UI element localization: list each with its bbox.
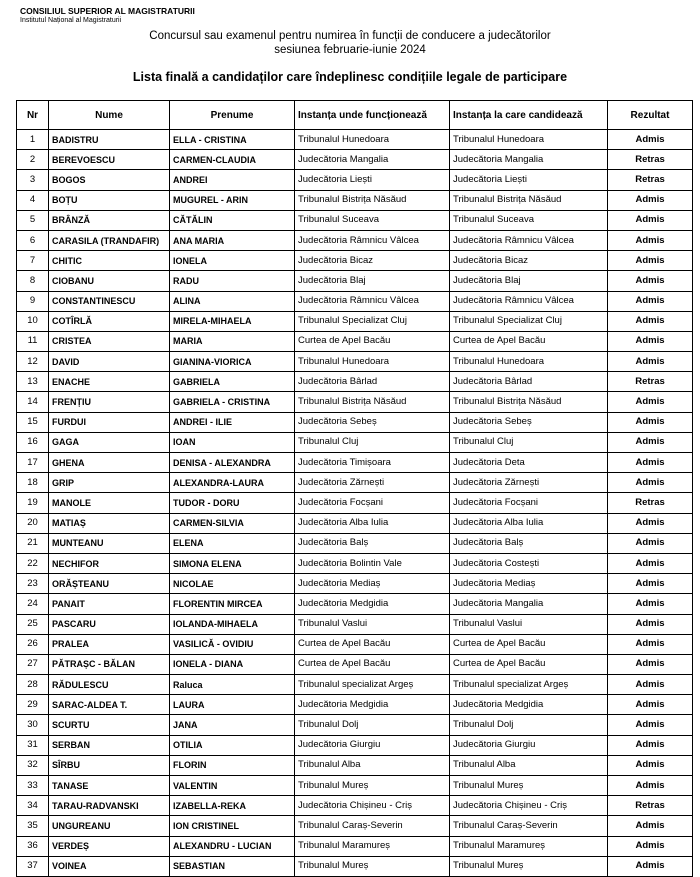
table-row xyxy=(17,210,693,230)
table-row xyxy=(17,634,693,654)
current-court-cell: Judecătoria Mediaș xyxy=(295,574,450,594)
result-cell: Admis xyxy=(608,776,693,796)
last-name-cell: BRÂNZĂ xyxy=(49,210,170,230)
last-name-cell: MANOLE xyxy=(49,493,170,513)
target-court-cell: Tribunalul Suceava xyxy=(450,210,608,230)
first-name-cell: SEBASTIAN xyxy=(170,856,295,876)
first-name-cell: GABRIELA xyxy=(170,372,295,392)
last-name-cell: FURDUI xyxy=(49,412,170,432)
result-cell: Admis xyxy=(608,755,693,775)
current-court-cell: Judecătoria Blaj xyxy=(295,271,450,291)
result-cell: Admis xyxy=(608,715,693,735)
table-row xyxy=(17,735,693,755)
row-number-cell: 35 xyxy=(17,816,49,836)
target-court-cell: Judecătoria Zărnești xyxy=(450,473,608,493)
table-row xyxy=(17,816,693,836)
row-number-cell: 25 xyxy=(17,614,49,634)
last-name-cell: BOGOS xyxy=(49,170,170,190)
target-court-cell: Tribunalul Dolj xyxy=(450,715,608,735)
row-number-cell: 7 xyxy=(17,251,49,271)
target-court-cell: Tribunalul Bistrița Năsăud xyxy=(450,190,608,210)
table-row xyxy=(17,170,693,190)
row-number-cell: 18 xyxy=(17,473,49,493)
target-court-cell: Judecătoria Râmnicu Vâlcea xyxy=(450,230,608,250)
last-name-cell: NECHIFOR xyxy=(49,553,170,573)
current-court-cell: Tribunalul Caraș-Severin xyxy=(295,816,450,836)
current-court-cell: Tribunalul Dolj xyxy=(295,715,450,735)
last-name-cell: VERDEȘ xyxy=(49,836,170,856)
current-court-cell: Tribunalul specializat Argeș xyxy=(295,675,450,695)
last-name-cell: PANAIT xyxy=(49,594,170,614)
last-name-cell: PRALEA xyxy=(49,634,170,654)
target-court-cell: Judecătoria Costești xyxy=(450,553,608,573)
row-number-cell: 28 xyxy=(17,675,49,695)
target-court-cell: Curtea de Apel Bacău xyxy=(450,634,608,654)
current-court-cell: Tribunalul Mureș xyxy=(295,856,450,876)
target-court-cell: Judecătoria Râmnicu Vâlcea xyxy=(450,291,608,311)
table-row xyxy=(17,453,693,473)
row-number-cell: 3 xyxy=(17,170,49,190)
first-name-cell: IOLANDA-MIHAELA xyxy=(170,614,295,634)
current-court-cell: Curtea de Apel Bacău xyxy=(295,331,450,351)
last-name-cell: GRIP xyxy=(49,473,170,493)
first-name-cell: CARMEN-CLAUDIA xyxy=(170,150,295,170)
last-name-cell: TARAU-RADVANSKI xyxy=(49,796,170,816)
last-name-cell: CHITIC xyxy=(49,251,170,271)
current-court-cell: Judecătoria Timișoara xyxy=(295,453,450,473)
first-name-cell: ALEXANDRA-LAURA xyxy=(170,473,295,493)
current-court-cell: Judecătoria Sebeș xyxy=(295,412,450,432)
result-cell: Admis xyxy=(608,311,693,331)
row-number-cell: 22 xyxy=(17,553,49,573)
result-cell: Admis xyxy=(608,251,693,271)
first-name-cell: ANDREI - ILIE xyxy=(170,412,295,432)
target-court-cell: Tribunalul Specializat Cluj xyxy=(450,311,608,331)
last-name-cell: GAGA xyxy=(49,432,170,452)
current-court-cell: Judecătoria Râmnicu Vâlcea xyxy=(295,230,450,250)
result-cell: Admis xyxy=(608,331,693,351)
row-number-cell: 2 xyxy=(17,150,49,170)
row-number-cell: 14 xyxy=(17,392,49,412)
row-number-cell: 34 xyxy=(17,796,49,816)
row-number-cell: 37 xyxy=(17,856,49,876)
row-number-cell: 5 xyxy=(17,210,49,230)
first-name-cell: Raluca xyxy=(170,675,295,695)
target-court-cell: Judecătoria Deta xyxy=(450,453,608,473)
target-court-cell: Tribunalul Maramureș xyxy=(450,836,608,856)
result-cell: Admis xyxy=(608,574,693,594)
table-row xyxy=(17,352,693,372)
result-cell: Admis xyxy=(608,594,693,614)
last-name-cell: MUNTEANU xyxy=(49,533,170,553)
result-cell: Retras xyxy=(608,796,693,816)
current-court-cell: Tribunalul Cluj xyxy=(295,432,450,452)
last-name-cell: SCURTU xyxy=(49,715,170,735)
first-name-cell: VALENTIN xyxy=(170,776,295,796)
table-row xyxy=(17,412,693,432)
document-title xyxy=(0,29,700,57)
target-court-cell: Tribunalul Hunedoara xyxy=(450,352,608,372)
last-name-cell: BEREVOESCU xyxy=(49,150,170,170)
target-court-cell: Judecătoria Mediaș xyxy=(450,574,608,594)
row-number-cell: 33 xyxy=(17,776,49,796)
target-court-cell: Judecătoria Blaj xyxy=(450,271,608,291)
target-court-cell: Curtea de Apel Bacău xyxy=(450,331,608,351)
row-number-cell: 15 xyxy=(17,412,49,432)
current-court-cell: Tribunalul Hunedoara xyxy=(295,130,450,150)
first-name-cell: ANDREI xyxy=(170,170,295,190)
current-court-cell: Tribunalul Maramureș xyxy=(295,836,450,856)
last-name-cell: GHENA xyxy=(49,453,170,473)
table-row xyxy=(17,796,693,816)
current-court-cell: Judecătoria Medgidia xyxy=(295,695,450,715)
current-court-cell: Judecătoria Liești xyxy=(295,170,450,190)
result-cell: Admis xyxy=(608,291,693,311)
last-name-cell: RĂDULESCU xyxy=(49,675,170,695)
table-row xyxy=(17,574,693,594)
result-cell: Retras xyxy=(608,170,693,190)
row-number-cell: 30 xyxy=(17,715,49,735)
table-row xyxy=(17,513,693,533)
result-cell: Admis xyxy=(608,190,693,210)
row-number-cell: 9 xyxy=(17,291,49,311)
current-court-cell: Judecătoria Chișineu - Criș xyxy=(295,796,450,816)
target-court-cell: Tribunalul Mureș xyxy=(450,856,608,876)
target-court-cell: Judecătoria Bicaz xyxy=(450,251,608,271)
table-row xyxy=(17,150,693,170)
title-line-2: sesiunea februarie-iunie 2024 xyxy=(274,44,426,56)
last-name-cell: BADISTRU xyxy=(49,130,170,150)
current-court-cell: Judecătoria Medgidia xyxy=(295,594,450,614)
result-cell: Admis xyxy=(608,816,693,836)
row-number-cell: 12 xyxy=(17,352,49,372)
current-court-cell: Curtea de Apel Bacău xyxy=(295,654,450,674)
target-court-cell: Tribunalul Vaslui xyxy=(450,614,608,634)
target-court-cell: Judecătoria Mangalia xyxy=(450,594,608,614)
table-row xyxy=(17,432,693,452)
last-name-cell: PASCARU xyxy=(49,614,170,634)
list-subtitle: Lista finală a candidaților care îndeplinesc condițiile legale de participare xyxy=(132,70,568,84)
result-cell: Admis xyxy=(608,735,693,755)
column-header-prenume: Prenume xyxy=(170,101,295,130)
target-court-cell: Tribunalul Cluj xyxy=(450,432,608,452)
current-court-cell: Curtea de Apel Bacău xyxy=(295,634,450,654)
table-row xyxy=(17,190,693,210)
target-court-cell: Curtea de Apel Bacău xyxy=(450,654,608,674)
first-name-cell: ALEXANDRU - LUCIAN xyxy=(170,836,295,856)
institute-name: Institutul Național al Magistraturii xyxy=(20,17,122,24)
first-name-cell: RADU xyxy=(170,271,295,291)
first-name-cell: CĂTĂLIN xyxy=(170,210,295,230)
last-name-cell: CIOBANU xyxy=(49,271,170,291)
result-cell: Admis xyxy=(608,654,693,674)
last-name-cell: FRENȚIU xyxy=(49,392,170,412)
first-name-cell: JANA xyxy=(170,715,295,735)
current-court-cell: Tribunalul Vaslui xyxy=(295,614,450,634)
result-cell: Admis xyxy=(608,634,693,654)
target-court-cell: Judecătoria Liești xyxy=(450,170,608,190)
first-name-cell: LAURA xyxy=(170,695,295,715)
first-name-cell: MUGUREL - ARIN xyxy=(170,190,295,210)
last-name-cell: MATIAȘ xyxy=(49,513,170,533)
table-row xyxy=(17,654,693,674)
last-name-cell: PĂTRAȘC - BĂLAN xyxy=(49,654,170,674)
last-name-cell: SARAC-ALDEA T. xyxy=(49,695,170,715)
row-number-cell: 29 xyxy=(17,695,49,715)
row-number-cell: 20 xyxy=(17,513,49,533)
first-name-cell: IZABELLA-REKA xyxy=(170,796,295,816)
table-row xyxy=(17,553,693,573)
table-row xyxy=(17,473,693,493)
table-row xyxy=(17,372,693,392)
last-name-cell: UNGUREANU xyxy=(49,816,170,836)
first-name-cell: ALINA xyxy=(170,291,295,311)
first-name-cell: IOAN xyxy=(170,432,295,452)
last-name-cell: VOINEA xyxy=(49,856,170,876)
target-court-cell: Judecătoria Chișineu - Criș xyxy=(450,796,608,816)
last-name-cell: ORĂȘTEANU xyxy=(49,574,170,594)
last-name-cell: ENACHE xyxy=(49,372,170,392)
last-name-cell: TANASE xyxy=(49,776,170,796)
first-name-cell: ELLA - CRISTINA xyxy=(170,130,295,150)
table-body xyxy=(17,130,693,877)
target-court-cell: Judecătoria Bârlad xyxy=(450,372,608,392)
column-header-current-court: Instanța unde funcționează xyxy=(295,101,450,130)
last-name-cell: DAVID xyxy=(49,352,170,372)
row-number-cell: 21 xyxy=(17,533,49,553)
table-row xyxy=(17,230,693,250)
row-number-cell: 13 xyxy=(17,372,49,392)
table-row xyxy=(17,533,693,553)
row-number-cell: 31 xyxy=(17,735,49,755)
current-court-cell: Tribunalul Specializat Cluj xyxy=(295,311,450,331)
table-row xyxy=(17,695,693,715)
row-number-cell: 27 xyxy=(17,654,49,674)
row-number-cell: 23 xyxy=(17,574,49,594)
current-court-cell: Tribunalul Mureș xyxy=(295,776,450,796)
table-row xyxy=(17,392,693,412)
first-name-cell: GABRIELA - CRISTINA xyxy=(170,392,295,412)
column-header-nr: Nr xyxy=(17,101,49,130)
result-cell: Admis xyxy=(608,473,693,493)
first-name-cell: TUDOR - DORU xyxy=(170,493,295,513)
row-number-cell: 24 xyxy=(17,594,49,614)
organization-header xyxy=(20,6,195,26)
table-row xyxy=(17,331,693,351)
first-name-cell: FLORENTIN MIRCEA xyxy=(170,594,295,614)
result-cell: Admis xyxy=(608,836,693,856)
column-header-result: Rezultat xyxy=(608,101,693,130)
result-cell: Admis xyxy=(608,856,693,876)
current-court-cell: Tribunalul Suceava xyxy=(295,210,450,230)
row-number-cell: 26 xyxy=(17,634,49,654)
current-court-cell: Judecătoria Râmnicu Vâlcea xyxy=(295,291,450,311)
result-cell: Admis xyxy=(608,614,693,634)
current-court-cell: Tribunalul Alba xyxy=(295,755,450,775)
row-number-cell: 17 xyxy=(17,453,49,473)
result-cell: Admis xyxy=(608,230,693,250)
row-number-cell: 10 xyxy=(17,311,49,331)
first-name-cell: ELENA xyxy=(170,533,295,553)
first-name-cell: NICOLAE xyxy=(170,574,295,594)
first-name-cell: OTILIA xyxy=(170,735,295,755)
target-court-cell: Judecătoria Balș xyxy=(450,533,608,553)
current-court-cell: Judecătoria Giurgiu xyxy=(295,735,450,755)
table-row xyxy=(17,856,693,876)
result-cell: Admis xyxy=(608,130,693,150)
result-cell: Admis xyxy=(608,533,693,553)
target-court-cell: Judecătoria Giurgiu xyxy=(450,735,608,755)
first-name-cell: GIANINA-VIORICA xyxy=(170,352,295,372)
current-court-cell: Judecătoria Focșani xyxy=(295,493,450,513)
row-number-cell: 19 xyxy=(17,493,49,513)
result-cell: Admis xyxy=(608,352,693,372)
first-name-cell: IONELA - DIANA xyxy=(170,654,295,674)
current-court-cell: Tribunalul Bistrița Năsăud xyxy=(295,190,450,210)
result-cell: Admis xyxy=(608,412,693,432)
row-number-cell: 8 xyxy=(17,271,49,291)
result-cell: Admis xyxy=(608,453,693,473)
target-court-cell: Judecătoria Sebeș xyxy=(450,412,608,432)
first-name-cell: ANA MARIA xyxy=(170,230,295,250)
result-cell: Admis xyxy=(608,675,693,695)
last-name-cell: COTÎRLĂ xyxy=(49,311,170,331)
column-header-nume: Nume xyxy=(49,101,170,130)
last-name-cell: CRISTEA xyxy=(49,331,170,351)
result-cell: Admis xyxy=(608,432,693,452)
target-court-cell: Tribunalul specializat Argeș xyxy=(450,675,608,695)
target-court-cell: Tribunalul Caraș-Severin xyxy=(450,816,608,836)
result-cell: Admis xyxy=(608,553,693,573)
row-number-cell: 4 xyxy=(17,190,49,210)
first-name-cell: CARMEN-SILVIA xyxy=(170,513,295,533)
table-row xyxy=(17,776,693,796)
table-row xyxy=(17,493,693,513)
organization-name: CONSILIUL SUPERIOR AL MAGISTRATURII xyxy=(20,6,195,16)
current-court-cell: Judecătoria Mangalia xyxy=(295,150,450,170)
current-court-cell: Tribunalul Hunedoara xyxy=(295,352,450,372)
table-row xyxy=(17,715,693,735)
table-row xyxy=(17,311,693,331)
table-row xyxy=(17,271,693,291)
table-row xyxy=(17,251,693,271)
row-number-cell: 16 xyxy=(17,432,49,452)
current-court-cell: Tribunalul Bistrița Năsăud xyxy=(295,392,450,412)
table-header-row xyxy=(17,101,693,130)
target-court-cell: Tribunalul Alba xyxy=(450,755,608,775)
last-name-cell: CONSTANTINESCU xyxy=(49,291,170,311)
table-row xyxy=(17,291,693,311)
row-number-cell: 6 xyxy=(17,230,49,250)
current-court-cell: Judecătoria Bicaz xyxy=(295,251,450,271)
result-cell: Admis xyxy=(608,271,693,291)
target-court-cell: Judecătoria Alba Iulia xyxy=(450,513,608,533)
row-number-cell: 1 xyxy=(17,130,49,150)
first-name-cell: DENISA - ALEXANDRA xyxy=(170,453,295,473)
first-name-cell: SIMONA ELENA xyxy=(170,553,295,573)
row-number-cell: 36 xyxy=(17,836,49,856)
table-row xyxy=(17,594,693,614)
result-cell: Retras xyxy=(608,372,693,392)
target-court-cell: Judecătoria Focșani xyxy=(450,493,608,513)
table-row xyxy=(17,675,693,695)
first-name-cell: ION CRISTINEL xyxy=(170,816,295,836)
last-name-cell: SÎRBU xyxy=(49,755,170,775)
first-name-cell: VASILICĂ - OVIDIU xyxy=(170,634,295,654)
target-court-cell: Tribunalul Hunedoara xyxy=(450,130,608,150)
title-line-1: Concursul sau examenul pentru numirea în funcții de conducere a judecătorilor xyxy=(149,30,551,42)
table-row xyxy=(17,614,693,634)
last-name-cell: SERBAN xyxy=(49,735,170,755)
first-name-cell: FLORIN xyxy=(170,755,295,775)
first-name-cell: MIRELA-MIHAELA xyxy=(170,311,295,331)
target-court-cell: Judecătoria Mangalia xyxy=(450,150,608,170)
result-cell: Admis xyxy=(608,513,693,533)
current-court-cell: Judecătoria Alba Iulia xyxy=(295,513,450,533)
table-row xyxy=(17,130,693,150)
table-row xyxy=(17,836,693,856)
row-number-cell: 11 xyxy=(17,331,49,351)
last-name-cell: BOȚU xyxy=(49,190,170,210)
result-cell: Retras xyxy=(608,150,693,170)
result-cell: Admis xyxy=(608,392,693,412)
current-court-cell: Judecătoria Zărnești xyxy=(295,473,450,493)
table-row xyxy=(17,755,693,775)
current-court-cell: Judecătoria Balș xyxy=(295,533,450,553)
column-header-target-court: Instanța la care candidează xyxy=(450,101,608,130)
current-court-cell: Judecătoria Bârlad xyxy=(295,372,450,392)
target-court-cell: Judecătoria Medgidia xyxy=(450,695,608,715)
target-court-cell: Tribunalul Bistrița Năsăud xyxy=(450,392,608,412)
candidates-table xyxy=(16,100,693,877)
result-cell: Admis xyxy=(608,210,693,230)
last-name-cell: CARASILA (TRANDAFIR) xyxy=(49,230,170,250)
first-name-cell: IONELA xyxy=(170,251,295,271)
current-court-cell: Judecătoria Bolintin Vale xyxy=(295,553,450,573)
result-cell: Retras xyxy=(608,493,693,513)
target-court-cell: Tribunalul Mureș xyxy=(450,776,608,796)
result-cell: Admis xyxy=(608,695,693,715)
first-name-cell: MARIA xyxy=(170,331,295,351)
row-number-cell: 32 xyxy=(17,755,49,775)
